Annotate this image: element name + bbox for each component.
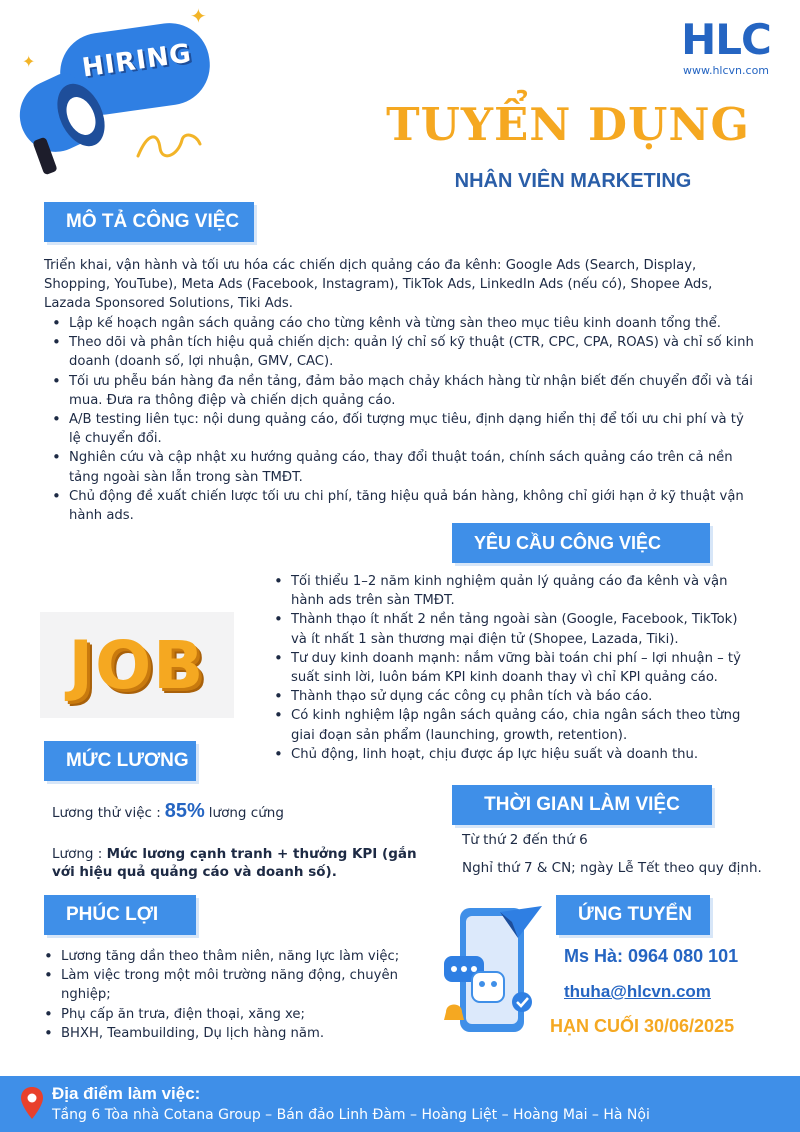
list-item: • Làm việc trong một môi trường năng động, chuyên nghiệp; [36,966,416,1004]
job-graphic [40,612,234,718]
work-time-off: Nghỉ thứ 7 & CN; ngày Lễ Tết theo quy định. [462,860,762,876]
hiring-badge-text: HIRING [80,38,194,84]
contact-email-link[interactable]: thuha@hlcvn.com [564,982,711,1001]
list-item: • Phụ cấp ăn trưa, điện thoại, xăng xe; [36,1005,416,1024]
list-item: • Chủ động đề xuất chiến lược tối ưu chi phí, tăng hiệu quả bán hàng, không chỉ giới hạn ở kỹ thuật vận hành ads. [44,487,756,525]
hiring-graphic [14,4,214,180]
list-item: • Nghiên cứu và cập nhật xu hướng quảng cáo, thay đổi thuật toán, chính sách quảng cáo trên cả nền tảng ngoài sàn lẫn trong sàn TMĐT. [44,448,756,486]
requirements-list [266,572,752,764]
job-description-heading: MÔ TẢ CÔNG VIỆC [44,202,254,242]
application-deadline: HẠN CUỐI 30/06/2025 [550,1016,735,1036]
list-item: • Thành thạo sử dụng các công cụ phân tích và báo cáo. [266,687,752,706]
list-item: • Tư duy kinh doanh mạnh: nắm vững bài toán chi phí – lợi nhuận – tỷ suất sinh lời, luôn bám KPI kinh doanh thay vì chỉ KPI quảng cáo. [266,649,752,687]
sparkle-icon: ✦ [22,52,36,71]
page-title: TUYỂN DỤNG [386,98,750,151]
list-item: • Tối ưu phễu bán hàng đa nền tảng, đảm bảo mạch chảy khách hàng từ nhận biết đến chuyển đổi và tái mua. Đưa ra thông điệp và chiến dịch quảng cáo. [44,372,756,410]
benefits-heading: PHÚC LỢI [44,895,196,935]
list-item: • Lập kế hoạch ngân sách quảng cáo cho từng kênh và từng sàn theo mục tiêu kinh doanh tổng thể. [44,314,756,333]
list-item: • Theo dõi và phân tích hiệu quả chiến dịch: quản lý chỉ số kỹ thuật (CTR, CPC, CPA, ROAS) và chỉ số kinh doanh (doanh số, lợi nhuận, GMV, CAC). [44,333,756,371]
job-graphic-text: JOB [68,626,206,704]
squiggle-decoration [134,126,204,166]
benefits-list [36,947,416,1043]
probation-suffix: lương cứng [208,805,284,821]
job-description-list [44,314,756,525]
salary-label: Lương : [52,846,103,862]
company-logo [676,15,776,77]
salary-info [52,845,424,881]
list-item: • Có kinh nghiệm lập ngân sách quảng cáo, chia ngân sách theo từng giai đoạn sản phẩm (launching, growth, retention). [266,706,752,744]
footer [0,1076,800,1132]
work-location-label: Địa điểm làm việc: [52,1084,201,1103]
logo-url: www.hlcvn.com [682,64,770,77]
salary-value: Mức lương cạnh tranh + thưởng KPI (gắn với hiệu quả quảng cáo và doanh số). [52,846,417,880]
work-location-address: Tầng 6 Tòa nhà Cotana Group – Bán đảo Linh Đàm – Hoàng Liệt – Hoàng Mai – Hà Nội [52,1107,650,1123]
list-item: • BHXH, Teambuilding, Dụ lịch hàng năm. [36,1024,416,1043]
phone-chat-icon [438,902,548,1038]
requirements-heading: YÊU CẦU CÔNG VIỆC [452,523,710,563]
work-time-heading: THỜI GIAN LÀM VIỆC [452,785,712,825]
apply-heading: ỨNG TUYỂN [556,895,710,935]
probation-salary [52,800,284,823]
list-item: • Thành thạo ít nhất 2 nền tảng ngoài sàn (Google, Facebook, TikTok) và ít nhất 1 sàn thương mại điện tử (Shopee, Lazada, Tiki). [266,610,752,648]
list-item: • Chủ động, linh hoạt, chịu được áp lực hiệu suất và doanh thu. [266,745,752,764]
probation-value: 85% [164,800,205,822]
list-item: • A/B testing liên tục: nội dung quảng cáo, đối tượng mục tiêu, định dạng hiển thị để tối ưu chi phí và tỷ lệ chuyển đổi. [44,410,756,448]
page-subtitle: NHÂN VIÊN MARKETING [454,170,692,192]
list-item: • Tối thiểu 1–2 năm kinh nghiệm quản lý quảng cáo đa kênh và vận hành ads trên sàn TMĐT. [266,572,752,610]
list-item: • Lương tăng dần theo thâm niên, năng lực làm việc; [36,947,416,966]
salary-heading: MỨC LƯƠNG [44,741,196,781]
location-pin-icon [20,1086,44,1120]
sparkle-icon: ✦ [190,4,207,28]
work-time-days: Từ thứ 2 đến thứ 6 [462,832,588,848]
contact-phone[interactable]: Ms Hà: 0964 080 101 [564,946,739,966]
job-description-intro: Triển khai, vận hành và tối ưu hóa các chiến dịch quảng cáo đa kênh: Google Ads (Search, Display, Shopping, YouTube), Meta Ads (Facebook, Instagram), TikTok Ads, LinkedIn Ads (nếu có), Shopee Ads, Lazada Sponsored Solutions, Tiki Ads. [44,258,713,312]
logo-mark: HLC [681,15,771,64]
probation-label: Lương thử việc : [52,805,161,821]
